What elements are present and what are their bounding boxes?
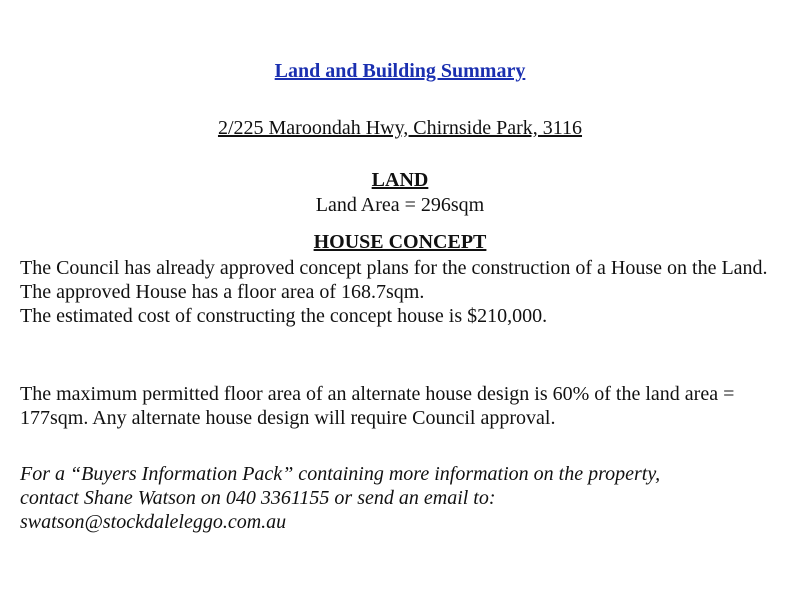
alternate-design-text: The maximum permitted floor area of an alternate house design is 60% of the land area = 177sqm. Any alternate house design will require Council approval.	[20, 383, 735, 429]
house-concept-heading: HOUSE CONCEPT	[313, 231, 487, 253]
house-floor-area-text: The approved House has a floor area of 168.7sqm.	[20, 281, 425, 303]
land-heading: LAND	[371, 169, 429, 191]
property-address: 2/225 Maroondah Hwy, Chirnside Park, 3116	[217, 117, 583, 139]
land-area-text: Land Area = 296sqm	[315, 194, 485, 216]
house-concept-approval-text: The Council has already approved concept plans for the construction of a House on the Land.	[20, 257, 768, 279]
alternate-design-section	[20, 382, 780, 430]
contact-section	[20, 462, 780, 534]
contact-line-1: For a “Buyers Information Pack” containing more information on the property,	[20, 463, 661, 485]
house-concept-section	[20, 256, 780, 328]
contact-line-2: contact Shane Watson on 040 3361155 or send an email to:	[20, 487, 496, 509]
contact-email: swatson@stockdaleleggo.com.au	[20, 511, 287, 533]
house-cost-text: The estimated cost of constructing the concept house is $210,000.	[20, 305, 548, 327]
page-title: Land and Building Summary	[274, 60, 526, 82]
